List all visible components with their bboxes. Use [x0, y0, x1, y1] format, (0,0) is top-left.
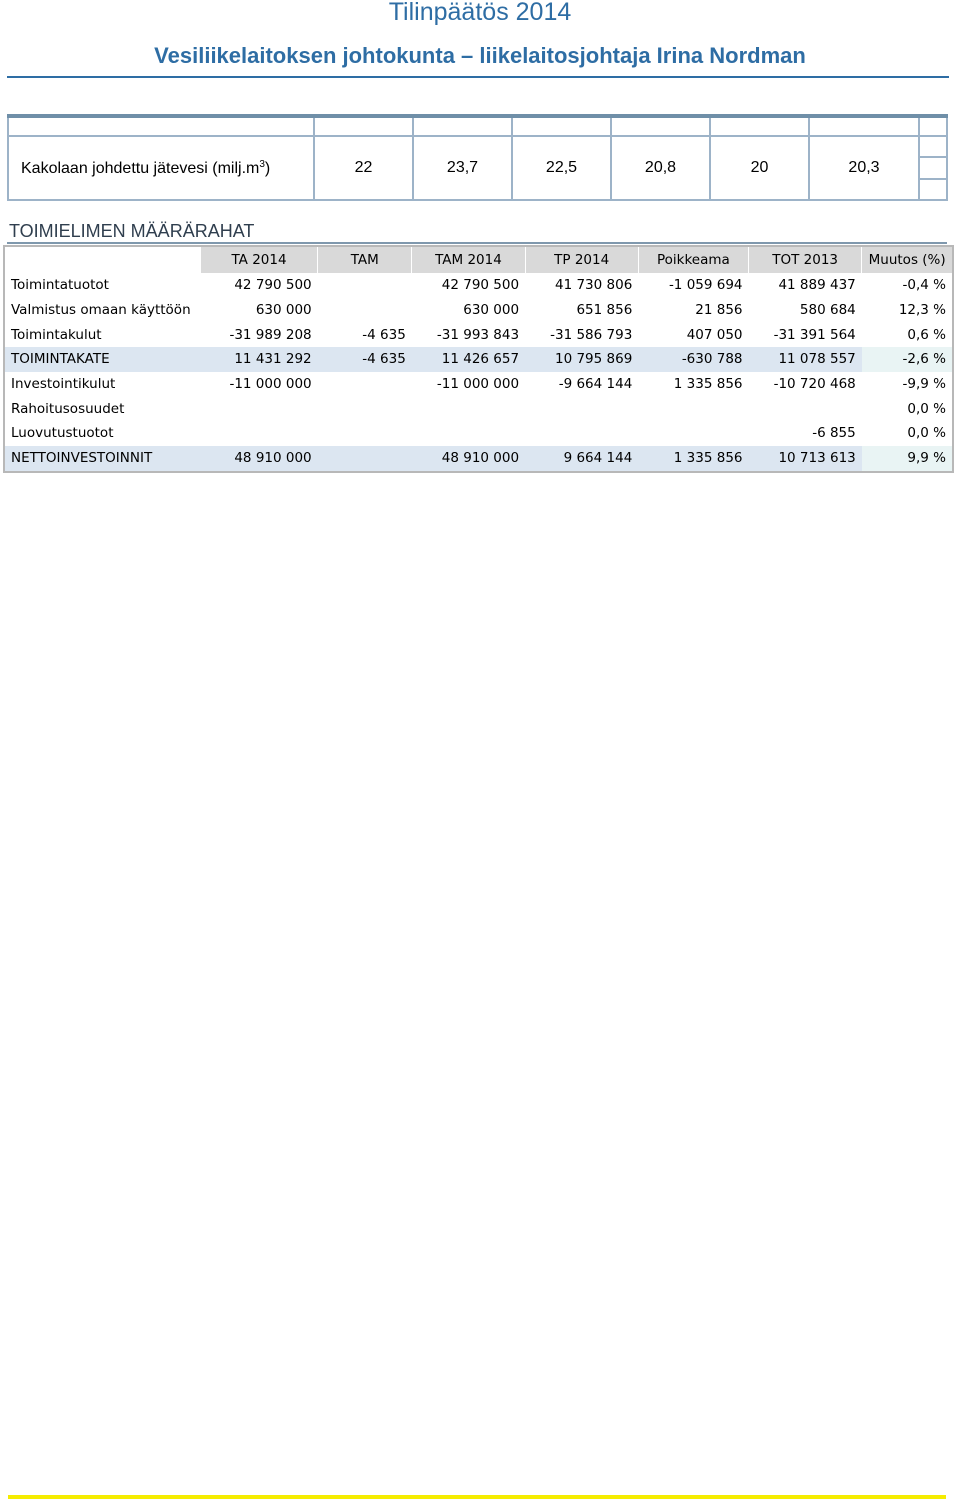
table-cell — [200, 421, 317, 446]
section-heading: TOIMIELIMEN MÄÄRÄRAHAT — [9, 221, 255, 241]
table-cell — [412, 421, 525, 446]
table-cell: 12,3 % — [898, 302, 946, 319]
kpi-cell-empty — [919, 179, 947, 200]
table-cell — [318, 446, 412, 472]
kpi-cell-empty — [512, 116, 611, 136]
column-header: TAM 2014 — [412, 246, 525, 273]
table-cell: -31 989 208 — [229, 326, 312, 343]
table-cell: 580 684 — [799, 302, 856, 319]
table-cell: 11 426 657 — [412, 347, 525, 372]
table-cell — [318, 298, 412, 323]
column-header: Muutos (%) — [862, 246, 953, 273]
table-cell: 42 790 500 — [234, 277, 312, 294]
kpi-row-label — [8, 136, 314, 200]
table-cell: -9,9 % — [902, 376, 946, 393]
footer-divider — [8, 1495, 946, 1499]
kpi-label-suffix: ) — [264, 159, 271, 177]
table-cell: 0,6 % — [907, 326, 946, 343]
kpi-label-prefix: Kakolaan johdettu jätevesi (milj.m — [21, 159, 260, 177]
section-divider — [7, 242, 947, 244]
table-cell — [318, 273, 412, 298]
table-cell: 41 889 437 — [778, 277, 856, 294]
table-cell — [638, 421, 748, 446]
table-row — [4, 322, 953, 347]
table-row — [4, 372, 953, 397]
title-divider — [7, 76, 949, 78]
table-cell: -630 788 — [638, 347, 748, 372]
kpi-cell-empty — [919, 116, 947, 136]
table-cell: -4 635 — [362, 326, 406, 343]
table-cell — [318, 396, 412, 421]
kpi-spacer-row — [8, 116, 947, 136]
table-cell: 1 335 856 — [638, 446, 748, 472]
row-label: Luovutustuotot — [11, 425, 114, 442]
row-label: Rahoitusosuudet — [11, 400, 125, 417]
table-cell: 41 730 806 — [555, 277, 633, 294]
table-cell: 9 664 144 — [525, 446, 638, 472]
table-cell: 630 000 — [255, 302, 312, 319]
kpi-value: 23,7 — [413, 136, 512, 200]
table-cell: 630 000 — [463, 302, 520, 319]
column-header: TA 2014 — [200, 246, 317, 273]
kpi-cell-empty — [8, 116, 314, 136]
kpi-value: 22,5 — [512, 136, 611, 200]
kpi-cell-empty — [919, 157, 947, 178]
table-cell: -10 720 468 — [773, 376, 856, 393]
kpi-value: 20 — [710, 136, 809, 200]
table-cell: 1 335 856 — [673, 376, 743, 393]
row-label: TOIMINTAKATE — [4, 347, 200, 372]
table-cell: -0,4 % — [902, 277, 946, 294]
table-row — [4, 446, 953, 472]
kpi-cell-empty — [919, 136, 947, 157]
table-cell: -31 586 793 — [550, 326, 633, 343]
table-cell: 11 078 557 — [749, 347, 862, 372]
table-cell: 48 910 000 — [200, 446, 317, 472]
table-cell: 407 050 — [686, 326, 743, 343]
kpi-table — [7, 114, 948, 201]
table-cell: -11 000 000 — [436, 376, 520, 393]
column-header: TOT 2013 — [749, 246, 862, 273]
column-header-blank — [4, 246, 200, 273]
table-cell: -31 391 564 — [773, 326, 856, 343]
table-row — [4, 347, 953, 372]
table-cell: 21 856 — [695, 302, 743, 319]
table-cell: -9 664 144 — [558, 376, 633, 393]
table-cell — [412, 396, 525, 421]
table-row — [4, 421, 953, 446]
table-cell — [318, 421, 412, 446]
kpi-cell-empty — [611, 116, 710, 136]
kpi-row — [8, 136, 947, 157]
table-cell — [318, 372, 412, 397]
table-cell: 651 856 — [576, 302, 633, 319]
column-header: TAM — [318, 246, 412, 273]
kpi-value: 20,8 — [611, 136, 710, 200]
kpi-cell-empty — [809, 116, 919, 136]
table-cell — [525, 421, 638, 446]
table-cell: 10 713 613 — [749, 446, 862, 472]
table-cell: 11 431 292 — [200, 347, 317, 372]
kpi-value: 22 — [314, 136, 413, 200]
table-cell: 42 790 500 — [441, 277, 520, 294]
kpi-value: 20,3 — [809, 136, 919, 200]
kpi-cell-empty — [314, 116, 413, 136]
page-subtitle: Vesiliikelaitoksen johtokunta – liikelaitosjohtaja Irina Nordman — [154, 43, 806, 68]
table-row — [4, 273, 953, 298]
table-cell: 9,9 % — [862, 446, 953, 472]
page-title: Tilinpäätös 2014 — [388, 0, 572, 26]
table-cell — [638, 396, 748, 421]
row-label: Valmistus omaan käyttöön — [11, 302, 191, 319]
table-cell: -6 855 — [812, 425, 856, 442]
table-cell: -11 000 000 — [229, 376, 312, 393]
row-label: NETTOINVESTOINNIT — [4, 446, 200, 472]
table-cell: 0,0 % — [907, 400, 946, 417]
kpi-label-superscript: 3 — [259, 158, 265, 170]
column-header: Poikkeama — [638, 246, 748, 273]
table-row — [4, 396, 953, 421]
row-label: Toimintakulut — [11, 326, 102, 343]
row-label: Investointikulut — [11, 376, 116, 393]
table-cell — [200, 396, 317, 421]
kpi-cell-empty — [413, 116, 512, 136]
table-cell: -2,6 % — [862, 347, 953, 372]
row-label: Toimintatuotot — [11, 277, 109, 294]
table-cell: 10 795 869 — [525, 347, 638, 372]
budget-header-row — [4, 246, 953, 273]
table-cell: -4 635 — [318, 347, 412, 372]
table-cell: 0,0 % — [907, 425, 946, 442]
table-cell — [749, 396, 862, 421]
kpi-cell-empty — [710, 116, 809, 136]
table-cell: -1 059 694 — [668, 277, 743, 294]
table-cell: 48 910 000 — [412, 446, 525, 472]
column-header: TP 2014 — [525, 246, 638, 273]
table-cell: -31 993 843 — [436, 326, 520, 343]
table-row — [4, 298, 953, 323]
table-cell — [525, 396, 638, 421]
budget-table — [3, 245, 954, 473]
